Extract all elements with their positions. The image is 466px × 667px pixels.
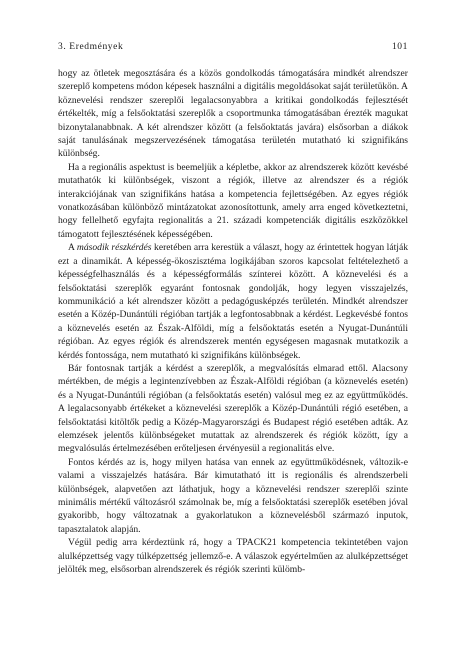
emphasis-second-subquestion: második részkérdés bbox=[76, 242, 152, 254]
paragraph-6: Végül pedig arra kérdeztünk rá, hogy a TPACK21 kompetencia tekintetében vajon alulképzettség vagy túlképzettség jellemző-e. A válaszok egyértelműen az alulképzettséget jelölték meg, elsősorban alrendszerek és régiók szerinti külömb- bbox=[58, 537, 408, 576]
paragraph-3 bbox=[58, 241, 408, 362]
chapter-title: 3. Eredmények bbox=[58, 42, 124, 52]
paragraph-3-rest: keretében arra kerestük a választ, hogy az érintettek hogyan látják ezt a dinamikát. A képesség-ökoszisztéma logikájában szoros kapcsolat feltételezhető a képességfelhasználás és a képességformálás színterei között. A köznevelési és a felsőoktatási szereplők egyaránt fontosnak gondolják, hogy legyen visszajelzés, kommunikáció a két alrendszer között a pedagógusképzés területén. Mindkét alrendszer esetén a Közép-Dunántúli régióban tartják a legfontosabbnak a kérdést. Legkevésbé fontos a köznevelés esetén az Észak-Alföldi, míg a felsőoktatás esetén a Nyugat-Dunántúli régióban. Az egyes régiók és alrendszerek mentén egységesen magasnak mutatkozik a kérdés fontossága, nem mutatható ki szignifikáns különbségek. bbox=[58, 242, 408, 361]
body-text bbox=[58, 67, 408, 576]
paragraph-2: Ha a regionális aspektust is beemeljük a képletbe, akkor az alrendszerek között kevésbé mutathatók ki különbségek, viszont a régiók, illetve az alrendszer és a régiók interakciójának van szignifikáns hatása a kompetencia fejlettségében. Az egyes régiók vonatkozásában különböző mintázatokat azonosítottunk, amely arra enged következtetni, hogy fellelhető egyfajta regionalitás a 21. századi kompetenciák digitális eszközökkel támogatott fejlesztésének képességében. bbox=[58, 161, 408, 240]
page-number: 101 bbox=[391, 42, 408, 52]
paragraph-1: hogy az ötletek megosztására és a közös gondolkodás támogatására mindkét alrendszer szereplő kompetens módon képesek használni a digitális megoldásokat saját területükön. A köznevelési rendszer szereplői legalacsonyabbra a kritikai gondolkodás fejlesztését értékelték, míg a felsőoktatási szereplők a csoportmunka támogatásában érezték magukat bizonytalanabbnak. A két alrendszer között (a felsőoktatás javára) elsősorban a diákok saját tanulásának megszervezésének támogatása területén mutatható ki szignifikáns különbség. bbox=[58, 68, 408, 160]
paragraph-3-lead: A bbox=[68, 242, 77, 254]
paragraph-4: Bár fontosnak tartják a kérdést a szereplők, a megvalósítás elmarad ettől. Alacsony mértékben, de mégis a legintenzívebben az Észak-Alföldi régióban (a köznevelés esetén) és a Nyugat-Dunántúli régióban (a felsőoktatás esetén) valósul meg ez az együttműködés. A legalacsonyabb értékeket a köznevelési szereplők a Közép-Dunántúli régió esetében, a felsőoktatási kitöltők pedig a Közép-Magyarországi és Budapest régió esetében adták. Az elemzések jelentős különbségeket mutattak az alrendszerek és régiók között, így a megvalósulás értelmezésében erőteljesen érvényesül a regionalitás elve. bbox=[58, 362, 408, 455]
running-header bbox=[58, 42, 408, 56]
paragraph-5: Fontos kérdés az is, hogy milyen hatása van ennek az együttműködésnek, változik-e valami a visszajelzés hatására. Bár kimutatható itt is regionális és alrendszerbeli különbségek, alapvetően azt láthatjuk, hogy a köznevelési rendszer szereplői szinte minimális mértékű változásról számolnak be, míg a felsőoktatási szereplők esetében jóval gyakoribb, hogy változatnak a gyakorlatukon a köznevelésből származó inputok, tapasztalatok alapján. bbox=[58, 456, 408, 535]
